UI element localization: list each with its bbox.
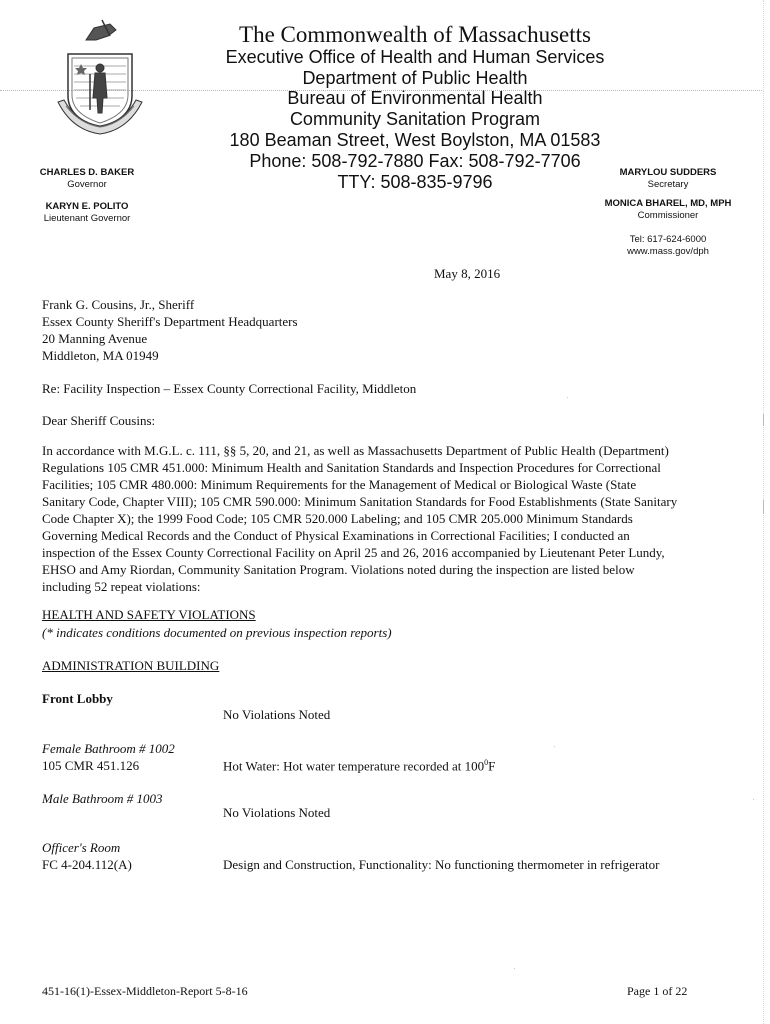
scan-speck [567,397,568,398]
letter-date: May 8, 2016 [434,266,501,281]
commonwealth-title: The Commonwealth of Massachusetts [239,22,591,47]
recipient-line: Middleton, MA 01949 [42,348,159,363]
scan-speck [753,799,754,800]
intro-paragraph [42,442,732,595]
scan-speck [763,500,764,514]
street-address: 180 Beaman Street, West Boylston, MA 01583 [229,130,601,150]
program-name: Community Sanitation Program [289,109,541,129]
paragraph-line: inspection of the Essex County Correctional Facility on April 25 and 26, 2016 accompanied by Lieutenant Peter Lundy, [42,545,665,560]
secretary-block [598,167,738,191]
lieutenant-governor-name: KARYN E. POLITO [45,201,129,212]
officers-room-code: FC 4-204.112(A) [42,857,132,872]
scan-speck [514,968,515,969]
office-name: Executive Office of Health and Human Services [225,47,605,67]
tty-number: TTY: 508-835-9796 [337,172,493,192]
male-bathroom-finding: No Violations Noted [223,805,331,820]
paragraph-line: Sanitary Code, Chapter VIII); 105 CMR 590.000: Minimum Sanitation Standards for Food Establishments (State Sanitary [42,494,678,509]
female-bathroom-code: 105 CMR 451.126 [42,758,140,773]
subject-line: Re: Facility Inspection – Essex County Correctional Facility, Middleton [42,381,417,396]
recipient-line: Essex County Sheriff's Department Headquarters [42,314,298,329]
front-lobby-label: Front Lobby [42,691,113,706]
department-name: Department of Public Health [302,68,528,88]
officers-room-label: Officer's Room [42,840,121,855]
finding-unit: F [488,758,496,774]
violations-note: (* indicates conditions documented on previous inspection reports) [42,625,392,640]
commissioner-title: Commissioner [637,210,699,221]
lieutenant-governor-block [32,201,142,225]
recipient-address [42,296,732,364]
finding-text: Hot Water: Hot water temperature recorded at 100 [223,758,485,774]
report-id: 451-16(1)-Essex-Middleton-Report 5-8-16 [42,984,248,998]
paragraph-line: EHSO and Amy Riordan, Community Sanitation Program. Violations noted during the inspection are listed below [42,562,635,577]
page-number: Page 1 of 22 [627,984,688,998]
scan-speck [554,746,555,747]
female-bathroom-label: Female Bathroom # 1002 [42,741,175,756]
paragraph-line: Code Chapter X); the 1999 Food Code; 105 CMR 520.000 Labeling; and 105 CMR 205.000 Minimum Standards [42,511,633,526]
governor-name: CHARLES D. BAKER [39,167,135,178]
lieutenant-governor-title: Lieutenant Governor [43,213,131,224]
officers-room-finding: Design and Construction, Functionality: No functioning thermometer in refrigerator [223,857,660,872]
commissioner-name: MONICA BHAREL, MD, MPH [604,198,732,209]
governor-title: Governor [67,179,107,190]
secretary-name: MARYLOU SUDDERS [619,167,717,178]
contact-block [598,234,738,258]
paragraph-line: Governing Medical Records and the Conduct of Physical Examinations in Correctional Facilities; I conducted an [42,528,630,543]
phone-fax: Phone: 508-792-7880 Fax: 508-792-7706 [249,151,581,171]
female-bathroom-finding [223,758,495,774]
governor-block [32,167,142,191]
male-bathroom-label: Male Bathroom # 1003 [42,791,163,806]
recipient-line: Frank G. Cousins, Jr., Sheriff [42,297,195,312]
scan-speck [763,414,764,426]
building-heading: ADMINISTRATION BUILDING [42,658,220,673]
front-lobby-finding: No Violations Noted [223,707,331,722]
contact-tel: Tel: 617-624-6000 [629,234,707,245]
commissioner-block [598,198,738,222]
secretary-title: Secretary [647,179,689,190]
degree-superscript: 0 [484,758,489,767]
paragraph-line: In accordance with M.G.L. c. 111, §§ 5, 20, and 21, as well as Massachusetts Department of Public Health (Department) [42,443,669,458]
violations-heading: HEALTH AND SAFETY VIOLATIONS [42,607,256,622]
recipient-line: 20 Manning Avenue [42,331,148,346]
paragraph-line: Facilities; 105 CMR 480.000: Minimum Requirements for the Management of Medical or Biological Waste (State [42,477,637,492]
contact-web[interactable]: www.mass.gov/dph [627,246,709,257]
bureau-name: Bureau of Environmental Health [287,88,543,108]
salutation: Dear Sheriff Cousins: [42,413,156,428]
paragraph-line: including 52 repeat violations: [42,579,201,594]
paragraph-line: Regulations 105 CMR 451.000: Minimum Health and Sanitation Standards and Inspection Procedures for Correctional [42,460,661,475]
